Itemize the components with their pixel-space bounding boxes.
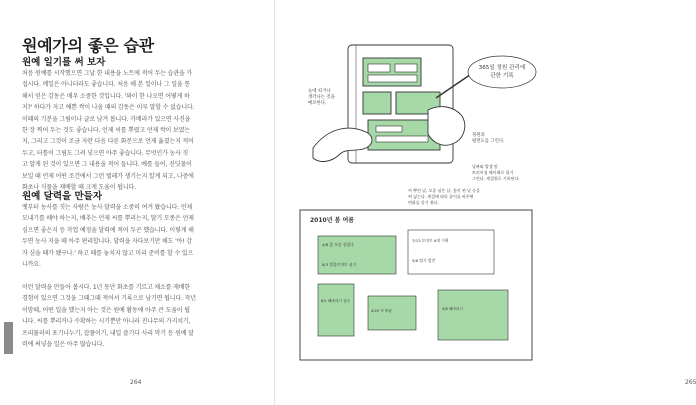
note-line: 눈에 띄거나 <box>308 89 331 94</box>
caption-line: 365일 정원 관리에 <box>478 65 526 71</box>
text-line: 지?' 하다가 자고 예쁜 싹이 나올 때의 감동은 이루 말할 수 없습니다. <box>22 104 195 112</box>
text-line: 이런 달력을 만들어 봅시다. 1년 동안 화초를 기르고 채소를 재배한 <box>22 284 191 291</box>
paragraph-calendar-continued <box>22 282 266 350</box>
note-line: 써 넣는다. 계절에 따라 종이를 바꾸면 <box>408 194 474 199</box>
text-line: 보일 때 언제 어떤 조건에서 그런 벌레가 생기는지 알게 되고, 나중에 <box>22 172 194 180</box>
text-line: 력에 써넣을 일은 아주 많습니다. <box>22 340 105 348</box>
note-calendar <box>408 187 480 205</box>
calendar-entry: 6/3 방울토마토 심기 <box>322 262 357 267</box>
text-line: 이때의 기분을 그림이나 글로 남겨 봅니다. 카메라가 있으면 사진을 <box>22 115 191 123</box>
note-line: 평면도를 그린다. <box>472 139 505 144</box>
left-page <box>0 0 275 405</box>
text-line: 니까요. <box>22 260 41 268</box>
illustration-svg <box>288 40 538 370</box>
text-line: 이맘때, 어떤 일을 했는지 아는 것은 원예 활동에 아주 큰 도움이 됩 <box>22 306 190 314</box>
text-line: 옛부터 농사를 짓는 사람은 농사 달력을 소중히 여겨 왔습니다. 언제 <box>22 204 193 211</box>
text-line: 지, 그리고 그것이 조금 자란 다음 다른 화분으로 언제 옮겼는지 적어 <box>22 138 194 146</box>
calendar-entry: 4/8 꽃 모종 심었다 <box>322 242 354 247</box>
garden-calendar <box>300 210 532 360</box>
note-line: 생각나는 것을 <box>308 95 335 100</box>
text-line: 니다. 씨를 뿌리거나 수확하는 시기뿐만 아니라 진나무의 가지치기, <box>22 318 191 326</box>
right-page <box>275 0 696 405</box>
caption-line: 관한 기록 <box>490 73 514 79</box>
chapter-tab <box>4 322 13 354</box>
text-line: 프리뮬러의 포기나누기, 잡풀이기, 내일 즐기다 사리 막기 등 원예 달 <box>22 329 194 337</box>
section-heading-diary: 원예 일기를 써 보자 <box>22 57 106 68</box>
note-line: 씨 뿌린 날, 모종 심은 날, 꽃이 핀 날 등을 <box>408 188 480 193</box>
text-line: 화초나 식물을 재배할 때 크게 도움이 됩니다. <box>22 183 136 191</box>
text-line: 한 장 찍어 두는 것도 좋습니다. 언제 씨를 뿌렸고 언제 싹이 보였는 <box>22 126 190 134</box>
text-line: 고 알게 된 것이 있으면 그 내용을 적어 둡니다. 예를 들어, 진딧물이 <box>22 161 192 169</box>
calendar-entry: 7/13 토마토 6개 수확 <box>412 238 449 243</box>
section-heading-calendar: 원예 달력을 만들자 <box>22 191 103 202</box>
calendar-entry: 9/8 해바라기 <box>442 307 463 311</box>
calendar-entry: 4/20 씨 뿌림 <box>371 309 392 313</box>
note-line: 그린다. 계절별로 기록된다. <box>472 176 520 181</box>
paragraph-calendar <box>22 202 266 270</box>
text-line: 집시다. 메일은 아니더라도 좋습니다. 처음 해 본 일이나 그 일을 통 <box>22 81 190 89</box>
note-line: 정원의 <box>472 133 485 138</box>
text-line: 심으면 좋은지 등 작업 예정을 달력에 적어 두곤 했습니다. 이렇게 해 <box>22 226 194 234</box>
note-plan <box>472 131 520 181</box>
note-line: 날짜와 발생 및 <box>472 164 498 169</box>
text-line: 자 심을 때가 됐구나.' 하고 때를 놓치지 않고 미리 준비를 할 수 있으 <box>22 249 194 257</box>
text-line: 경험이 있으면 그것을 그때그때 적어서 기록으로 남기면 됩니다. 작년 <box>22 295 196 303</box>
paragraph-diary <box>22 68 266 193</box>
note-line: 변화를 알기 쉽다. <box>408 200 439 205</box>
text-line: 두면 농사 지을 때 아주 편리합니다. 달력을 자다보기만 해도 '아! 감 <box>22 238 192 246</box>
garden-notebook-illustration <box>288 40 538 370</box>
page-number-left: 264 <box>130 379 142 386</box>
caption-bubble <box>468 56 536 88</box>
text-line: 두고, 터틀이 그림도 그려 넣으면 아주 좋습니다. 무엇인가 농사 짓 <box>22 149 189 157</box>
calendar-title: 2010년 봄 여름 <box>310 217 355 224</box>
calendar-entry: 8/1 해바라기 심다 <box>321 299 350 303</box>
chapter-title: 원예가의 좋은 습관 <box>22 36 154 55</box>
note-line: 메모한다. <box>308 101 327 106</box>
page-number-right: 265 <box>685 379 696 386</box>
calendar-entry: 5/6 딸기 발견 <box>412 258 436 263</box>
note-line: 트러이징 헤이레로 필기 <box>472 170 514 175</box>
note-memo <box>308 87 336 106</box>
text-line: 해서 얻은 감동은 매우 소중한 것입니다. '꽈이 한 나오면 어떻게 하 <box>22 92 190 100</box>
text-line: 처음 원예를 시작했으면 그날 한 내용을 노트에 적어 두는 습관을 가 <box>22 70 193 77</box>
text-line: 모내기를 해야 하는지, 배추는 언제 씨를 뿌리는지, 딸기 모종은 언제 <box>22 215 194 223</box>
